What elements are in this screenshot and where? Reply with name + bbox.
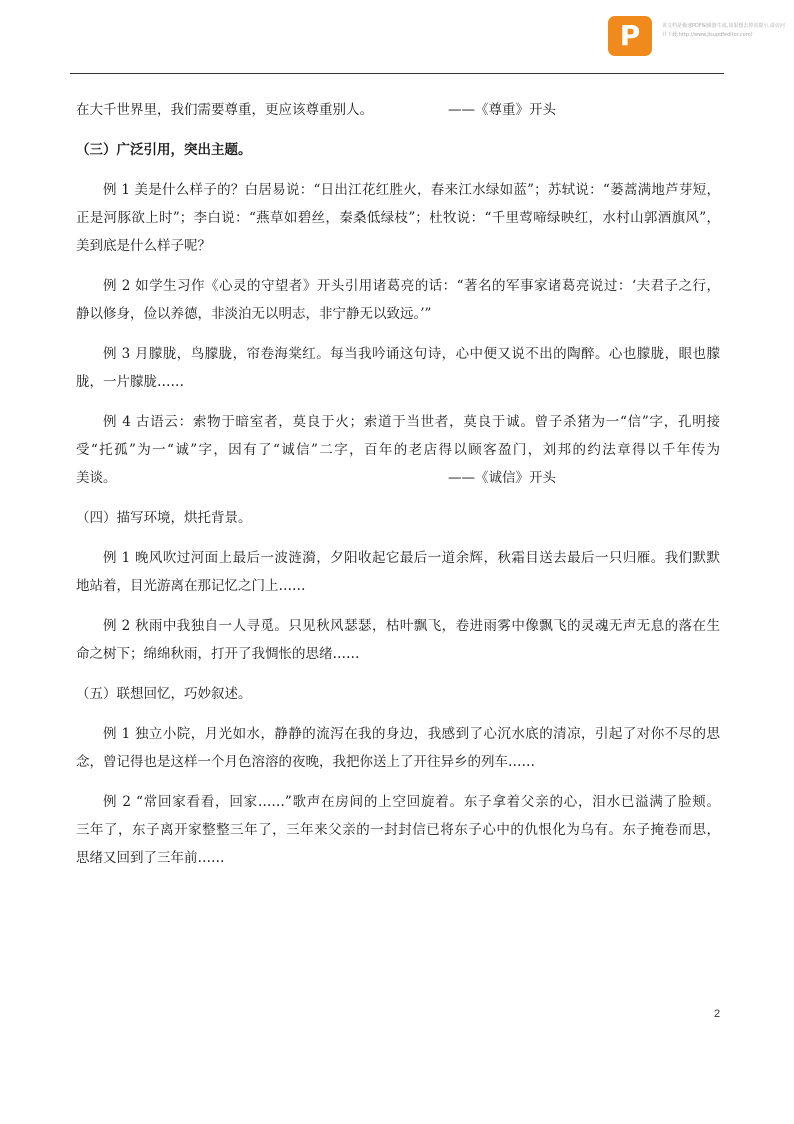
header-watermark-note: 该文档是极速PDF编辑器生成,如果想去掉该提示,请访问并下载:http://www.jisupdfeditor.com/ [662,23,785,38]
respect-source: ——《尊重》开头 [448,102,556,118]
section-4-example-1 [76,544,720,600]
paragraph-line: 思绪又回到了三年前…… [76,850,225,866]
section-3-example-2 [76,272,720,328]
paragraph-line: 静以修身，俭以养德，非淡泊无以明志，非宁静无以致远。’” [76,306,432,322]
paragraph-line: 胧，一片朦胧…… [76,374,184,390]
logo-letter: P [619,19,641,52]
section-5-title: （五）联想回忆，巧妙叙述。 [76,686,252,702]
pdf-editor-logo [608,16,652,56]
paragraph-line: 命之树下；绵绵秋雨，打开了我惆怅的思绪…… [76,646,360,662]
paragraph-line: 例 4 古语云：索物于暗室者，莫良于火；索道于当世者，莫良于诚。曾子杀猪为一“信”字，孔明接 [103,414,720,430]
paragraph-line: 例 2 “常回家看看，回家……”歌声在房间的上空回旋着。东子拿着父亲的心，泪水已溢满了脸颊。 [103,794,720,810]
section-4-title: （四）描写环境，烘托背景。 [76,510,252,526]
section-3-example-4 [76,408,720,492]
paragraph-line: 念，曾记得也是这样一个月色溶溶的夜晚，我把你送上了开往异乡的列车…… [76,754,535,770]
paragraph-line: 正是河豚欲上时”；李白说：“燕草如碧丝，秦桑低绿枝”；杜牧说：“千里莺啼绿映红，水村山郭酒旗风”， [76,210,720,226]
section-3-example-1 [76,176,720,260]
paragraph-line: 美到底是什么样子呢？ [76,238,211,254]
section-5-example-1 [76,720,720,776]
section-5-example-2 [76,788,720,872]
paragraph-line: 受“托孤”为一“诚”字，因有了“诚信”二字，百年的老店得以顾客盈门，刘邦的约法章得以千年传为 [76,442,720,458]
respect-line: 在大千世界里，我们需要尊重，更应该尊重别人。 [76,102,373,118]
paragraph-line: 例 2 如学生习作《心灵的守望者》开头引用诸葛亮的话：“著名的军事家诸葛亮说过：‘夫君子之行， [103,278,720,294]
paragraph-line: 例 1 晚风吹过河面上最后一波涟漪，夕阳收起它最后一道余辉，秋霜目送去最后一只归雁。我们默默 [103,550,720,566]
paragraph-line: 三年了，东子离开家整整三年了，三年来父亲的一封封信已将东子心中的仇恨化为乌有。东子掩卷而思， [76,822,720,838]
section-3-title: （三）广泛引用，突出主题。 [76,142,252,158]
paragraph-line: 例 3 月朦胧，鸟朦胧，帘卷海棠红。每当我吟诵这句诗，心中便又说不出的陶醉。心也朦胧，眼也朦 [103,346,720,362]
paragraph-line: 例 1 独立小院，月光如水，静静的流泻在我的身边，我感到了心沉水底的清凉，引起了对你不尽的思 [103,726,720,742]
paragraph-line: 例 1 美是什么样子的？白居易说：“日出江花红胜火，春来江水绿如蓝”；苏轼说：“蒌蒿满地芦芽短， [103,182,720,198]
page-number: 2 [714,1008,721,1020]
section-4-example-2 [76,612,720,668]
respect-quote-row [76,96,720,124]
paragraph-last-line [76,464,720,492]
document-body [76,96,720,872]
section-3-example-3 [76,340,720,396]
paragraph-text: 美谈。 [76,470,117,486]
integrity-source: ——《诚信》开头 [448,470,556,486]
paragraph-line: 例 2 秋雨中我独自一人寻觅。只见秋风瑟瑟，枯叶飘飞，卷进雨雾中像飘飞的灵魂无声无息的落在生 [103,618,720,634]
paragraph-line: 地站着，目光游离在那记忆之门上…… [76,578,306,594]
header-divider [70,73,724,74]
